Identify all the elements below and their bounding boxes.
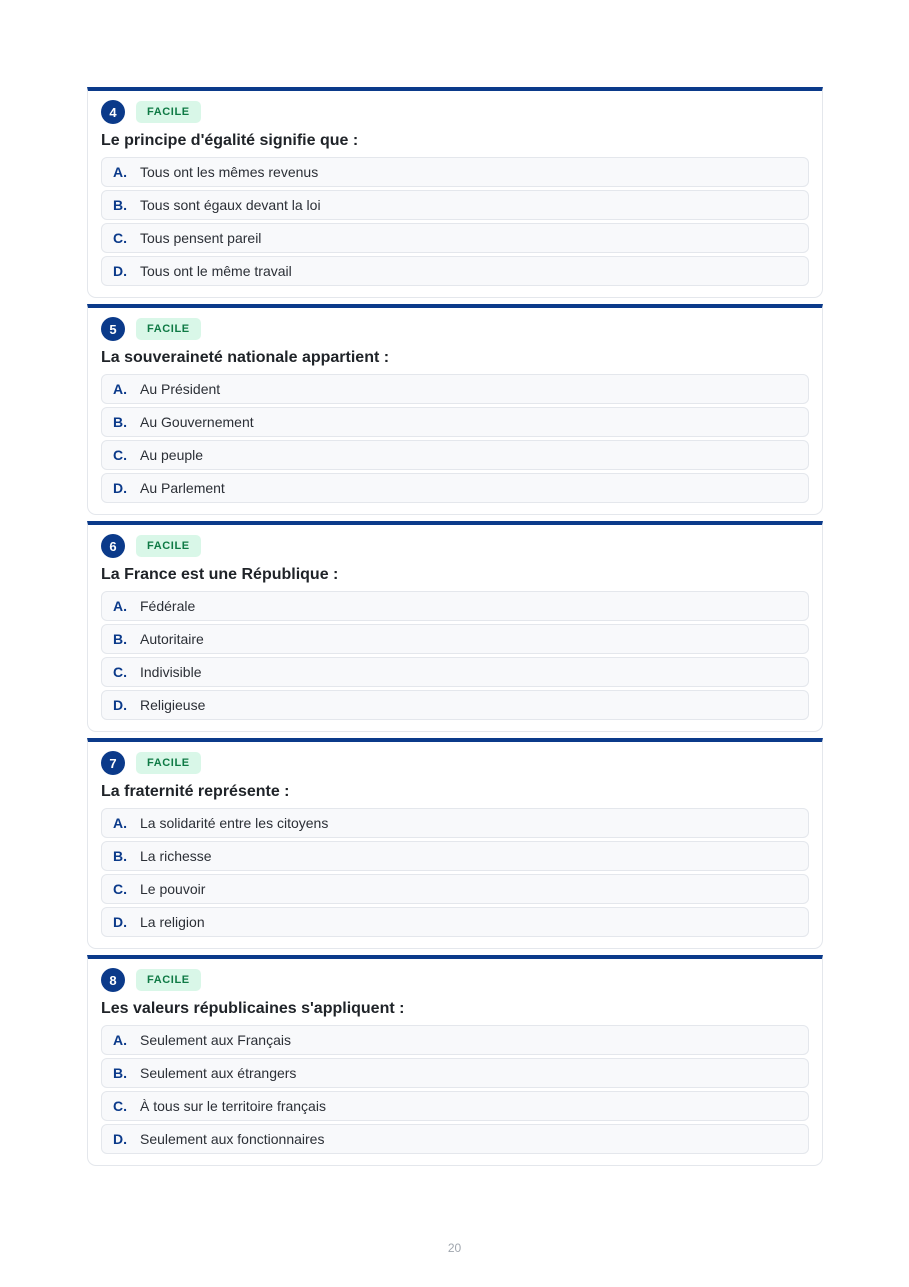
question-text: La France est une République : xyxy=(101,566,339,583)
option-text: Religieuse xyxy=(140,697,206,713)
answer-options xyxy=(101,1025,809,1154)
option-letter: A. xyxy=(113,598,127,614)
question-text: Le principe d'égalité signifie que : xyxy=(101,132,359,149)
option-letter: B. xyxy=(113,197,127,213)
answer-option-d[interactable] xyxy=(101,256,809,286)
option-letter: B. xyxy=(113,414,127,430)
page-number: 20 xyxy=(447,1241,462,1255)
answer-option-c[interactable] xyxy=(101,657,809,687)
option-letter: A. xyxy=(113,1032,127,1048)
question-header xyxy=(101,968,809,992)
option-letter: B. xyxy=(113,1065,127,1081)
answer-options xyxy=(101,808,809,937)
answer-option-d[interactable] xyxy=(101,690,809,720)
answer-option-c[interactable] xyxy=(101,440,809,470)
option-text: Seulement aux Français xyxy=(140,1032,291,1048)
option-letter: A. xyxy=(113,381,127,397)
question-number-badge: 8 xyxy=(101,968,125,992)
answer-option-b[interactable] xyxy=(101,190,809,220)
option-text: La richesse xyxy=(140,848,212,864)
option-letter: A. xyxy=(113,815,127,831)
question-card xyxy=(87,738,823,949)
answer-option-b[interactable] xyxy=(101,1058,809,1088)
answer-options xyxy=(101,157,809,286)
option-text: Seulement aux étrangers xyxy=(140,1065,297,1081)
difficulty-badge: FACILE xyxy=(136,752,201,774)
option-text: La religion xyxy=(140,914,205,930)
answer-option-b[interactable] xyxy=(101,624,809,654)
option-letter: C. xyxy=(113,664,127,680)
option-letter: D. xyxy=(113,263,127,279)
question-header xyxy=(101,534,809,558)
option-text: La solidarité entre les citoyens xyxy=(140,815,329,831)
option-letter: C. xyxy=(113,447,127,463)
difficulty-badge: FACILE xyxy=(136,535,201,557)
question-text: Les valeurs républicaines s'appliquent : xyxy=(101,1000,405,1017)
option-letter: A. xyxy=(113,164,127,180)
option-text: Indivisible xyxy=(140,664,202,680)
answer-option-a[interactable] xyxy=(101,808,809,838)
answer-option-b[interactable] xyxy=(101,407,809,437)
answer-option-d[interactable] xyxy=(101,907,809,937)
answer-options xyxy=(101,374,809,503)
option-letter: B. xyxy=(113,848,127,864)
question-card xyxy=(87,955,823,1166)
question-header xyxy=(101,100,809,124)
option-text: Au Président xyxy=(140,381,221,397)
option-letter: D. xyxy=(113,1131,127,1147)
question-card xyxy=(87,304,823,515)
answer-option-a[interactable] xyxy=(101,157,809,187)
option-text: Tous ont le même travail xyxy=(140,263,292,279)
answer-option-a[interactable] xyxy=(101,1025,809,1055)
option-text: Tous ont les mêmes revenus xyxy=(140,164,319,180)
option-letter: D. xyxy=(113,480,127,496)
answer-option-d[interactable] xyxy=(101,473,809,503)
answer-option-a[interactable] xyxy=(101,374,809,404)
question-text: La fraternité représente : xyxy=(101,783,290,800)
option-letter: B. xyxy=(113,631,127,647)
option-text: Fédérale xyxy=(140,598,196,614)
question-number-badge: 6 xyxy=(101,534,125,558)
difficulty-badge: FACILE xyxy=(136,318,201,340)
answer-option-c[interactable] xyxy=(101,223,809,253)
option-text: Tous pensent pareil xyxy=(140,230,262,246)
option-text: Autoritaire xyxy=(140,631,204,647)
question-header xyxy=(101,317,809,341)
question-card xyxy=(87,87,823,298)
answer-option-d[interactable] xyxy=(101,1124,809,1154)
question-card xyxy=(87,521,823,732)
option-text: Le pouvoir xyxy=(140,881,206,897)
answer-option-b[interactable] xyxy=(101,841,809,871)
option-letter: D. xyxy=(113,697,127,713)
option-letter: C. xyxy=(113,230,127,246)
option-text: Au Parlement xyxy=(140,480,225,496)
option-letter: C. xyxy=(113,881,127,897)
option-text: Seulement aux fonctionnaires xyxy=(140,1131,325,1147)
option-text: Au Gouvernement xyxy=(140,414,254,430)
option-text: Au peuple xyxy=(140,447,204,463)
answer-option-c[interactable] xyxy=(101,1091,809,1121)
question-number-badge: 5 xyxy=(101,317,125,341)
question-number-badge: 4 xyxy=(101,100,125,124)
option-letter: D. xyxy=(113,914,127,930)
question-number-badge: 7 xyxy=(101,751,125,775)
option-text: Tous sont égaux devant la loi xyxy=(140,197,321,213)
difficulty-badge: FACILE xyxy=(136,101,201,123)
option-text: À tous sur le territoire français xyxy=(140,1098,326,1114)
difficulty-badge: FACILE xyxy=(136,969,201,991)
answer-options xyxy=(101,591,809,720)
question-header xyxy=(101,751,809,775)
option-letter: C. xyxy=(113,1098,127,1114)
answer-option-c[interactable] xyxy=(101,874,809,904)
answer-option-a[interactable] xyxy=(101,591,809,621)
question-list xyxy=(87,87,823,1172)
question-text: La souveraineté nationale appartient : xyxy=(101,349,390,366)
